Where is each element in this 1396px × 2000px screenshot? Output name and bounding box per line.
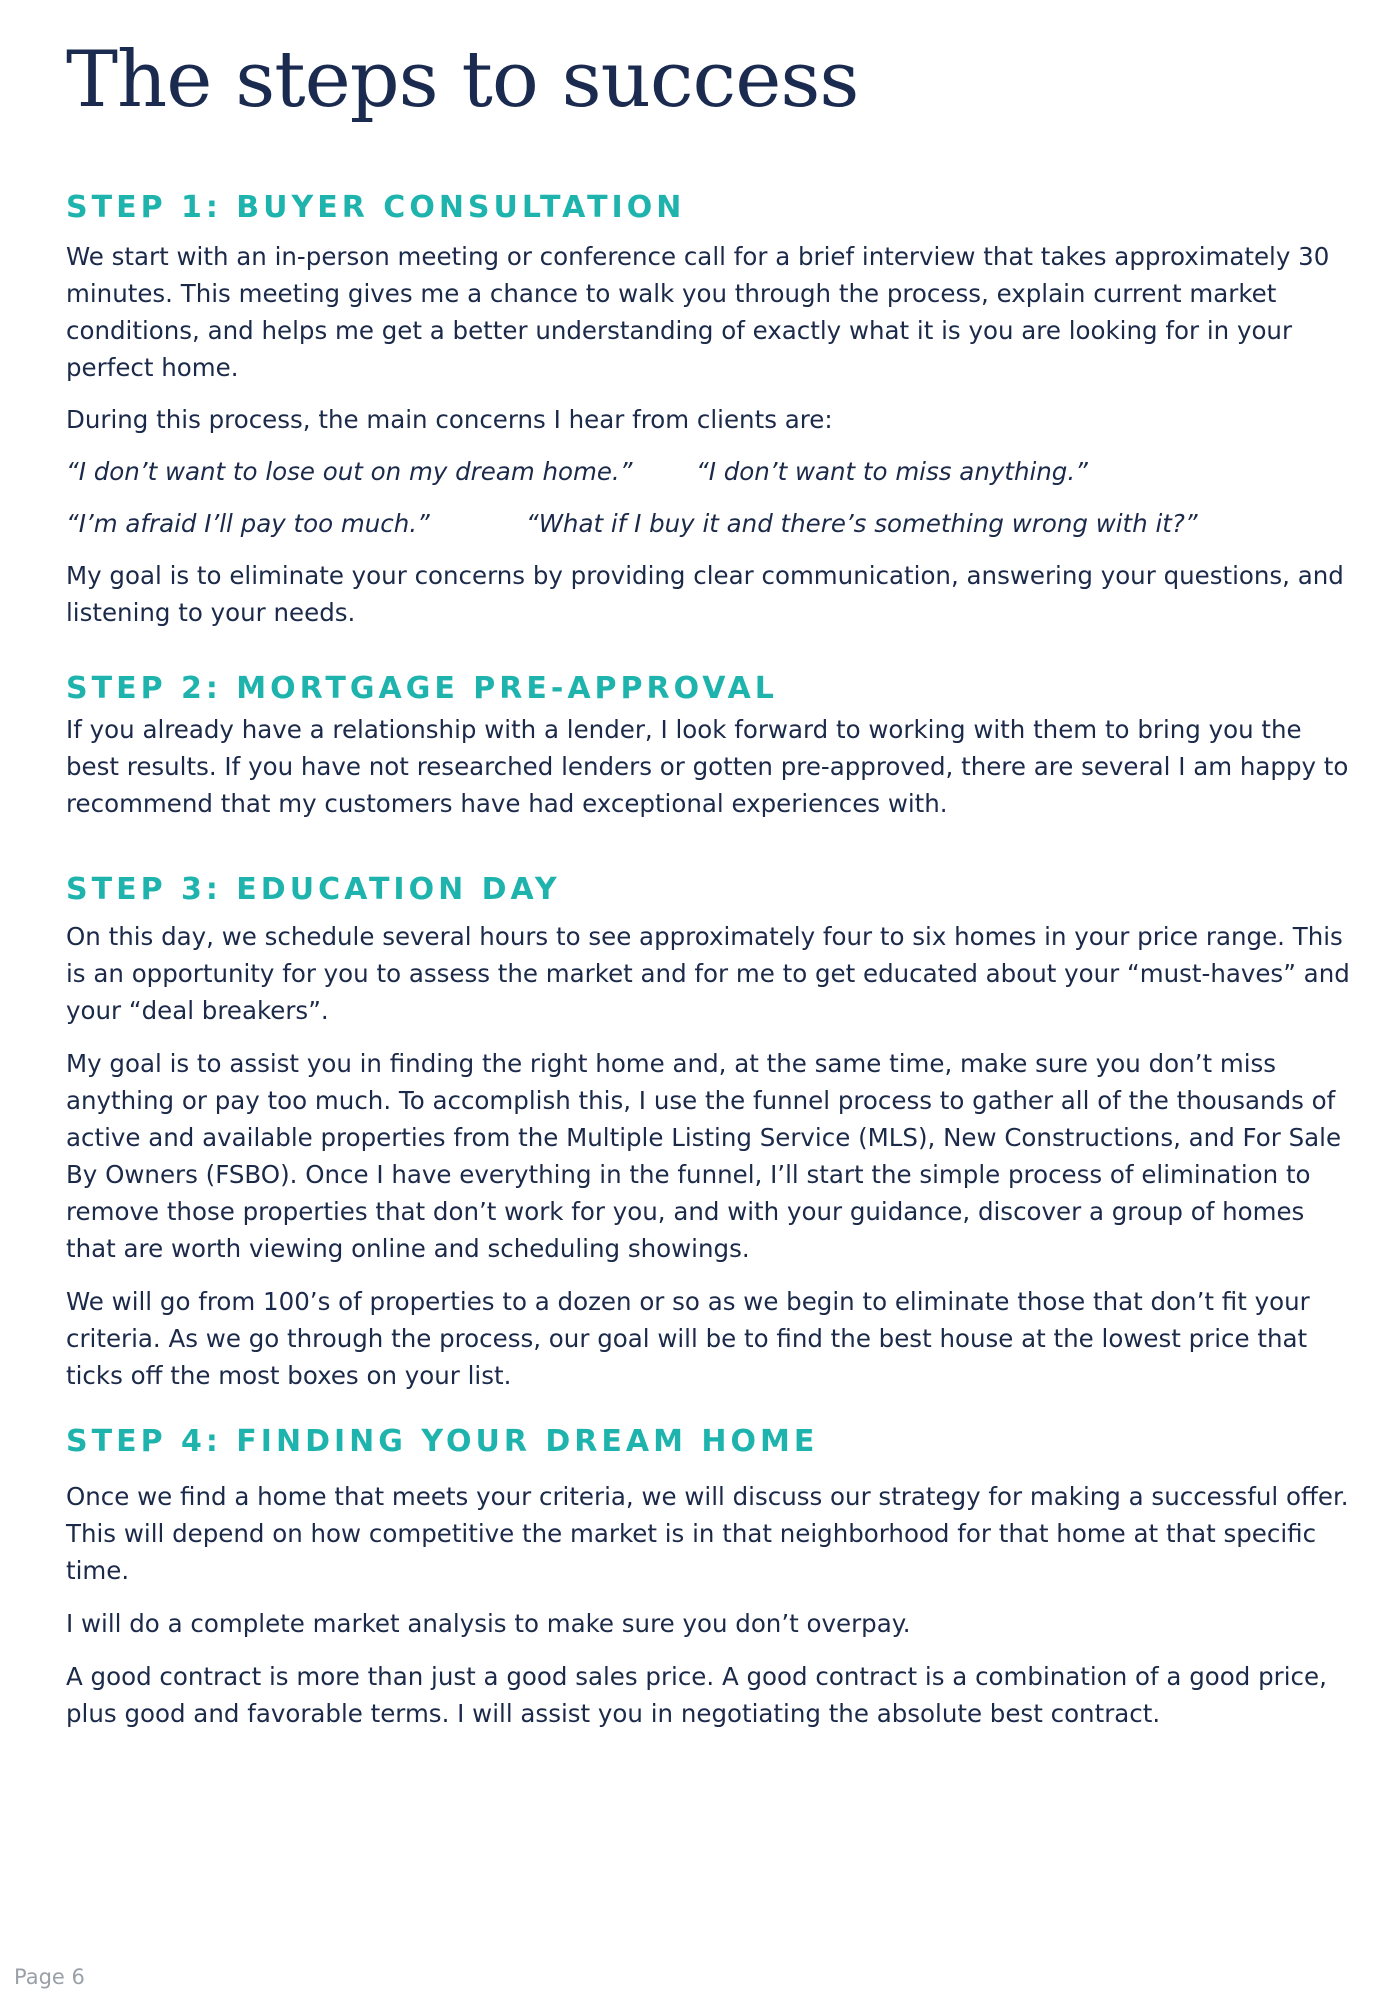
concern-quote: “What if I buy it and there’s something wrong with it?” [526, 509, 1198, 538]
concern-quotes-row-1 [66, 453, 1356, 490]
step2-paragraph-1: If you already have a relationship with a lender, I look forward to working with them to bring you the best results. If you have not researched lenders or gotten pre-approved, there are several I am happy to recommend that my customers have had exceptional experiences with. [66, 715, 1349, 818]
page-title: The steps to success [66, 35, 859, 125]
step1-paragraph-1: We start with an in-person meeting or conference call for a brief interview that takes approximately 30 minutes. This meeting gives me a chance to walk you through the process, explain current market conditions, and helps me get a better understanding of exactly what it is you are looking for in your perfect home. [66, 242, 1330, 382]
concern-quotes-row-2 [66, 505, 1356, 542]
step4-heading: STEP 4: FINDING YOUR DREAM HOME [66, 1424, 819, 1459]
step4-paragraph-1: Once we find a home that meets your criteria, we will discuss our strategy for making a successful offer. This will depend on how competitive the market is in that neighborhood for that home at that specific time. [66, 1482, 1349, 1585]
step4-paragraph-2: I will do a complete market analysis to make sure you don’t overpay. [66, 1609, 911, 1638]
step2-heading: STEP 2: MORTGAGE PRE-APPROVAL [66, 671, 778, 706]
step4-paragraph-3: A good contract is more than just a good sales price. A good contract is a combination of a good price, plus good and favorable terms. I will assist you in negotiating the absolute best contract. [66, 1662, 1327, 1728]
step3-heading: STEP 3: EDUCATION DAY [66, 872, 561, 907]
document-page [66, 20, 1356, 1732]
step1-paragraph-3: My goal is to eliminate your concerns by providing clear communication, answering your questions, and listening to your needs. [66, 561, 1344, 627]
step1-heading: STEP 1: BUYER CONSULTATION [66, 190, 686, 225]
concern-quote: “I’m afraid I’ll pay too much.” [66, 509, 430, 538]
step3-paragraph-1: On this day, we schedule several hours to see approximately four to six homes in your price range. This is an opportunity for you to assess the market and for me to get educated about your “must-haves” and your “deal breakers”. [66, 922, 1350, 1025]
concern-quote: “I don’t want to lose out on my dream home.” [66, 457, 633, 486]
step3-paragraph-3: We will go from 100’s of properties to a dozen or so as we begin to eliminate those that don’t fit your criteria. As we go through the process, our goal will be to find the best house at the lowest price that ticks off the most boxes on your list. [66, 1287, 1310, 1390]
concern-quote: “I don’t want to miss anything.” [696, 457, 1088, 486]
page-number: Page 6 [14, 1965, 85, 1989]
step3-paragraph-2: My goal is to assist you in finding the right home and, at the same time, make sure you don’t miss anything or pay too much. To accomplish this, I use the funnel process to gather all of the thousands of active and available properties from the Multiple Listing Service (MLS), New Constructions, and For Sale By Owners (FSBO). Once I have everything in the funnel, I’ll start the simple process of elimination to remove those properties that don’t work for you, and with your guidance, discover a group of homes that are worth viewing online and scheduling showings. [66, 1049, 1342, 1263]
step1-paragraph-2: During this process, the main concerns I hear from clients are: [66, 405, 833, 434]
